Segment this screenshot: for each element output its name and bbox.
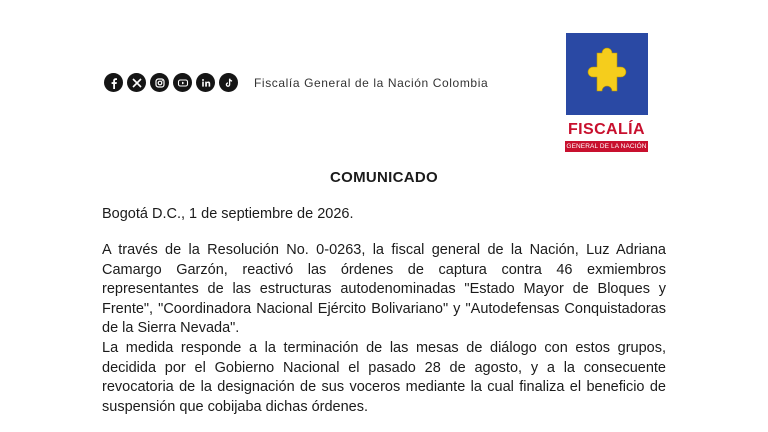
fiscalia-logo	[564, 33, 649, 156]
document-title: COMUNICADO	[330, 169, 438, 186]
facebook-icon[interactable]	[104, 73, 123, 92]
instagram-icon[interactable]	[150, 73, 169, 92]
social-links	[104, 73, 238, 92]
youtube-icon[interactable]	[173, 73, 192, 92]
paragraph: A través de la Resolución No. 0-0263, la fiscal general de la Nación, Luz Adriana Camargo Garzón, reactivó las órdenes de captura contra 46 exmiembros representantes de las estructuras autodenominadas "Estado Mayor de Bloques y Frente", "Coordinadora Nacional Ejército Bolivariano" y "Autodefensas Conquistadoras de la Sierra Nevada".	[102, 242, 666, 336]
puzzle-piece-icon	[566, 33, 648, 115]
org-name: Fiscalía General de la Nación Colombia	[254, 76, 489, 90]
dateline: Bogotá D.C., 1 de septiembre de 2026.	[102, 206, 354, 222]
paragraph: La medida responde a la terminación de las mesas de diálogo con estos grupos, decidida por el Gobierno Nacional el pasado 28 de agosto, y a la consecuente revocatoria de la designación de sus voceros mediante la cual finaliza el beneficio de suspensión que cobijaba dichas órdenes.	[102, 340, 666, 415]
x-icon[interactable]	[127, 73, 146, 92]
logo-subtitle: GENERAL DE LA NACIÓN	[566, 143, 647, 150]
tiktok-icon[interactable]	[219, 73, 238, 92]
linkedin-icon[interactable]	[196, 73, 215, 92]
logo-emblem	[566, 33, 648, 115]
logo-wordmark: FISCALÍA	[568, 121, 645, 138]
